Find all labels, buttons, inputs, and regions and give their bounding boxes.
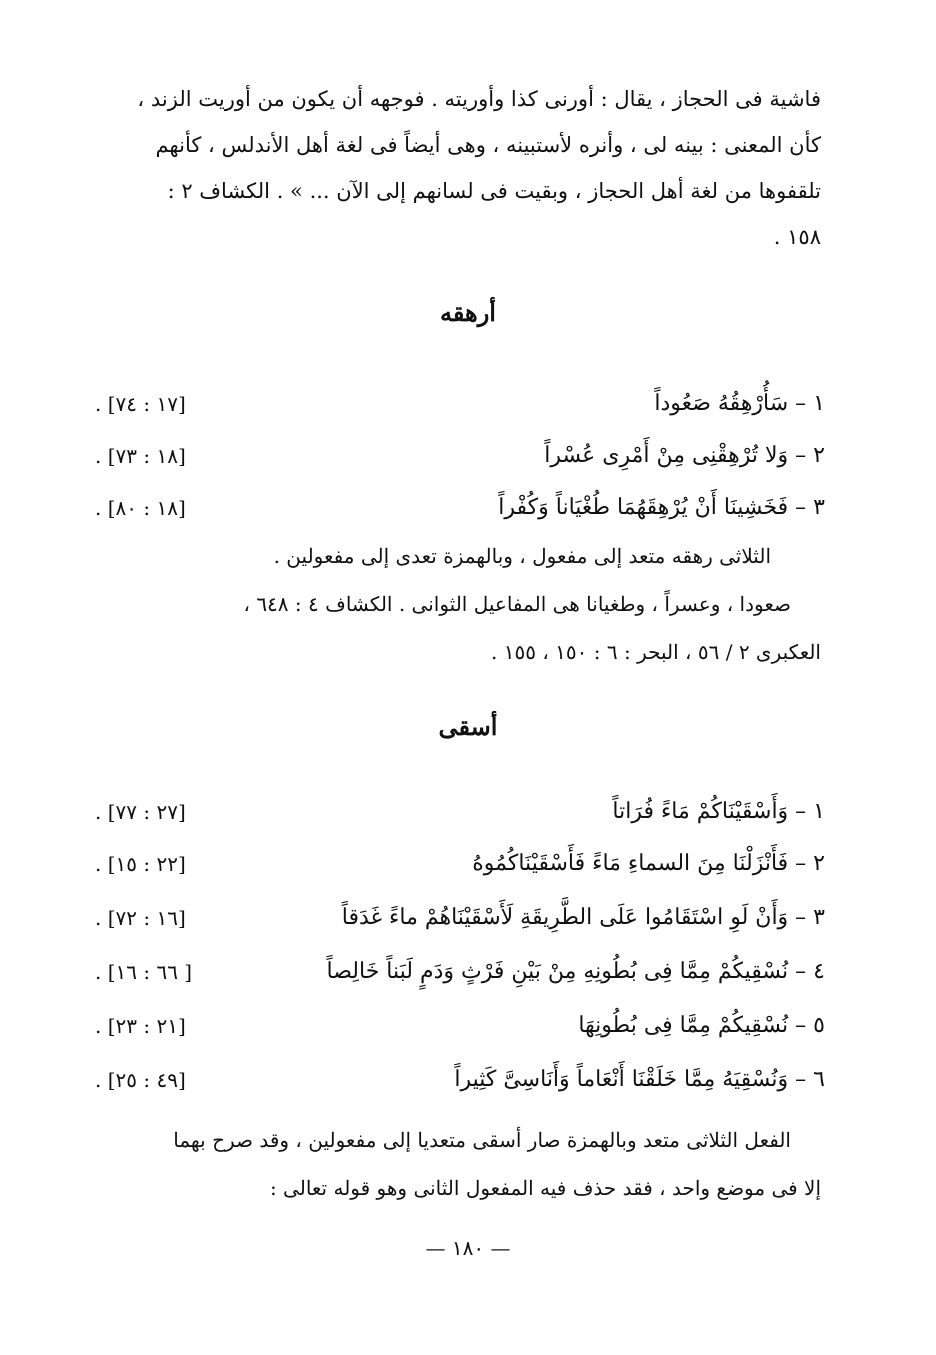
verse-reference: . [٢٢ : ١٥] [95, 852, 186, 876]
section-heading-asqa: أسقى [438, 712, 498, 741]
intro-paragraph [99, 76, 821, 260]
verse-row [90, 948, 825, 996]
verse-text: ٢ – وَلا تُرْهِقْنِى مِنْ أَمْرِى عُسْراً [544, 443, 825, 468]
note-line: الفعل الثلاثى متعد وبالهمزة صار أسقى متعديا إلى مفعولين ، وقد صرح بهما [173, 1128, 791, 1152]
verse-reference: . [٤٩ : ٢٥] [95, 1068, 186, 1092]
verse-reference: . [٢١ : ٢٣] [95, 1014, 186, 1038]
verse-reference: . [١٨ : ٧٣] [95, 444, 186, 468]
verse-reference: . [١٧ : ٧٤] [95, 392, 186, 416]
note-line: الثلاثى رهقه متعد إلى مفعول ، وبالهمزة تعدى إلى مفعولين . [273, 544, 771, 568]
verse-row [90, 894, 825, 942]
verse-row [90, 432, 825, 480]
verse-row [90, 788, 825, 836]
intro-line: كأن المعنى : بينه لى ، وأنره لأستبينه ، وهى أيضاً فى لغة أهل الأندلس ، كأنهم [155, 133, 821, 157]
verse-reference: . [١٨ : ٨٠] [95, 496, 186, 520]
section-heading-arhaqahu: أرهقه [440, 298, 496, 327]
verse-text: ١ – سَأُرْهِقُهُ صَعُوداً [654, 391, 825, 416]
verse-text: ٦ – وَنُسْقِيَهُ مِمَّا خَلَقْنَا أَنْعَاماً وَأَنَاسِىَّ كَثِيراً [454, 1067, 825, 1092]
verse-text: ٣ – فَخَشِينَا أَنْ يُرْهِقَهُمَا طُغْيَاناً وَكُفْراً [498, 495, 825, 520]
note-line: صعودا ، وعسراً ، وطغيانا هى المفاعيل الثوانى . الكشاف ٤ : ٦٤٨ ، [243, 592, 791, 616]
intro-line: فاشية فى الحجاز ، يقال : أورنى كذا وأوريته . فوجهه أن يكون من أوريت الزند ، [137, 87, 821, 111]
intro-line: تلقفوها من لغة أهل الحجاز ، وبقيت فى لسانهم إلى الآن ... » . الكشاف ٢ : [167, 179, 821, 203]
verse-text: ٢ – فَأَنْزَلْنَا مِنَ السماءِ مَاءً فَأَسْقَيْنَاكُمُوهُ [472, 851, 825, 876]
verse-row [90, 1056, 825, 1104]
verse-reference: . [١٦ : ٧٢] [95, 906, 186, 930]
note-line: إلا فى موضع واحد ، فقد حذف فيه المفعول الثانى وهو قوله تعالى : [269, 1176, 821, 1200]
intro-line: ١٥٨ . [773, 225, 821, 249]
verse-text: ١ – وَأَسْقَيْنَاكُمْ مَاءً فُرَاتاً [612, 799, 825, 824]
verse-text: ٣ – وَأَنْ لَوِ اسْتَقَامُوا عَلَى الطَّرِيقَةِ لَأَسْقَيْنَاهُمْ ماءً غَدَقاً [341, 905, 825, 930]
verse-row [90, 1002, 825, 1050]
section1-note [99, 532, 821, 676]
verse-row [90, 484, 825, 532]
verse-row [90, 840, 825, 888]
verse-reference: . [٦٦ : ١٦ ] [95, 960, 193, 984]
section2-note [99, 1116, 821, 1212]
verse-text: ٥ – نُسْقِيكُمْ مِمَّا فِى بُطُونِهَا [578, 1013, 825, 1038]
page-number: — ١٨٠ — [425, 1236, 511, 1260]
verse-text: ٤ – نُسْقِيكُمْ مِمَّا فِى بُطُونِهِ مِنْ بَيْنِ فَرْثٍ وَدَمٍ لَبَناً خَالِصاً [326, 959, 825, 984]
note-line: العكبرى ٢ / ٥٦ ، البحر : ٦ : ١٥٠ ، ١٥٥ . [491, 640, 821, 664]
verse-row [90, 380, 825, 428]
verse-reference: . [٢٧ : ٧٧] [95, 800, 186, 824]
